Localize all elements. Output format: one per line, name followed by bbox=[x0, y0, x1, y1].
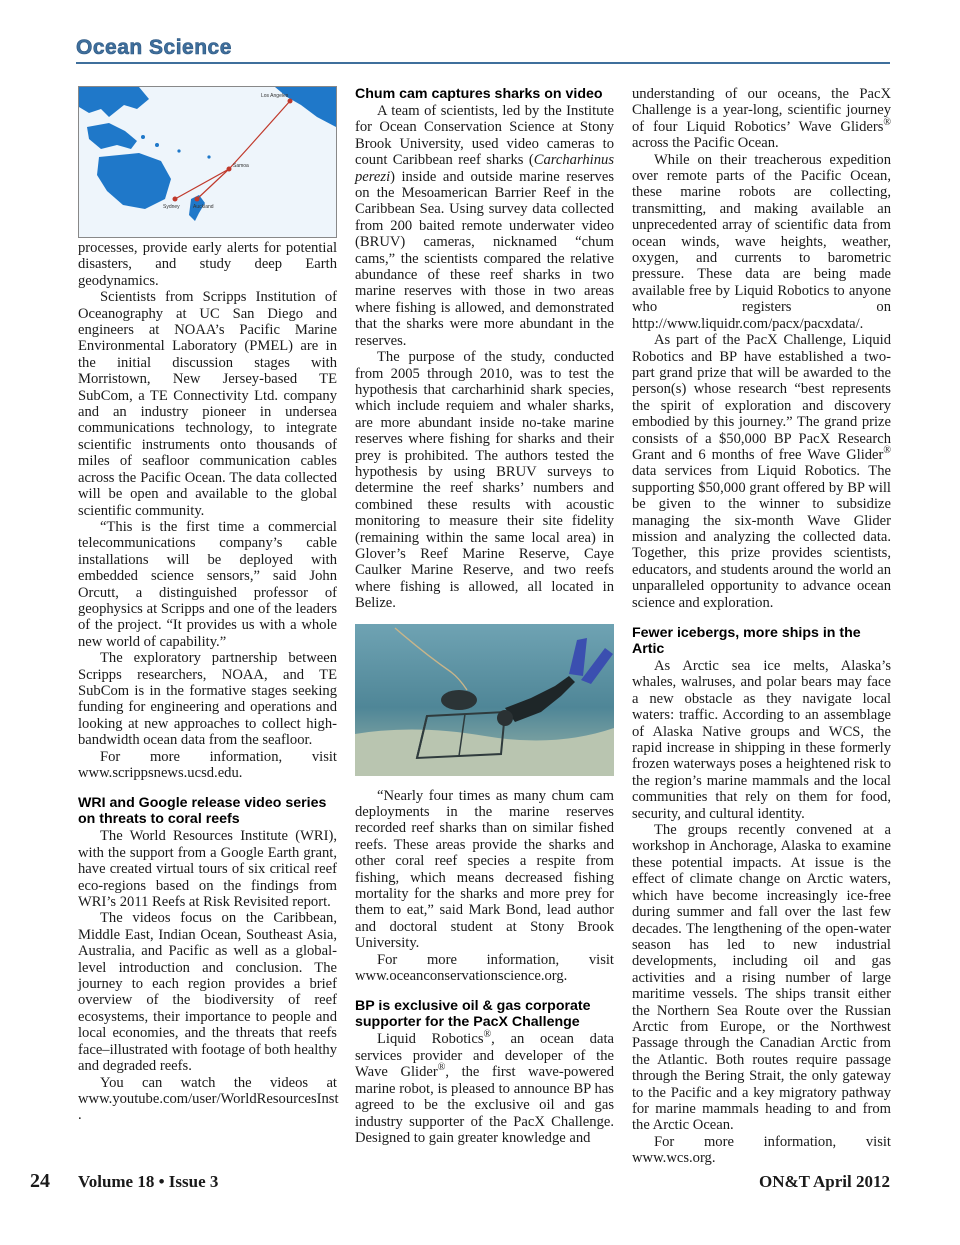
body-paragraph: The groups recently convened at a workshop in Anchorage, Alaska to examine these potential impacts. At issue is the effect of climate change on Arctic waters, which have become increasingly ice-free during summer and fall over the last few decades. The lengthening of the open-water season has led to new industrial developments, including oil and gas activities and a rising number of large maritime vessels. The ships transit either the Northern Sea Route over the Russian Arctic from Europe, or the Northwest Passage through the Canadian Arctic from the Atlantic. Both routes require passage through the Bering Strait, the only gateway to the Pacific and a key migratory pathway for marine mammals heading to and from the Arctic Ocean. bbox=[632, 822, 891, 1134]
quote-paragraph: “Nearly four times as many chum cam deployments in the marine reserves recorded reef sharks than on similar fished reefs. These areas provide the sharks and other coral reef species a respite from fishing, which means decreased fishing mortality for the sharks and more prey for them to eat,” said Mark Bond, lead author and doctoral student at Stony Brook University. bbox=[355, 787, 614, 952]
map-graphic bbox=[79, 87, 336, 237]
body-paragraph: Scientists from Scripps Institution of Oceanography at UC San Diego and engineers at NOAA’s Pacific Marine Environmental Laboratory (PMEL) are in the initial discussion stages with Morristown, New Jersey-based TE SubCom, a TE Connectivity Ltd. company and an industry pioneer in undersea communications technology, to integrate scientific instruments onto thousands of miles of seafloor communication cables across the Pacific Ocean. The data collected will be open and available to the global scientific community. bbox=[78, 289, 337, 519]
publication-date: ON&T April 2012 bbox=[759, 1172, 890, 1191]
body-paragraph: The videos focus on the Caribbean, Middle East, Indian Ocean, Southeast Asia, Australia, and Pacific as well as a global-level introduction and conclusion. The journey to each region provides a brief overview of the biodiversity of reef ecosystems, their importance to people and local economies, and the threats that reefs face–illustrated with footage of both healthy and degraded reefs. bbox=[78, 910, 337, 1075]
sydney-marker bbox=[173, 197, 178, 202]
more-info-paragraph: For more information, visit www.scrippsnews.ucsd.edu. bbox=[78, 748, 337, 781]
label-samoa: Samoa bbox=[233, 163, 249, 169]
label-sydney: Sydney bbox=[163, 204, 180, 210]
diver-head bbox=[497, 710, 513, 726]
body-paragraph: A team of scientists, led by the Institute for Ocean Conservation Science at Stony Brook University, used video cameras to count Caribbean reef sharks (Carcharhinus perezi) inside and outside marine reserves on the Mesoamerican Barrier Reef in the Caribbean Sea. Using survey data collected from 200 baited remote underwater video (BRUV) cameras, nicknamed “chum cams,” the scientists compared the relative abundance of these reef sharks in two marine reserves with those in two areas where fishing is allowed, and demonstrated that the sharks were more abundant in the reserves. bbox=[355, 103, 614, 349]
pacific-cable-map bbox=[78, 86, 337, 238]
island-dot bbox=[141, 135, 145, 139]
issue-label: Volume 18 • Issue 3 bbox=[78, 1172, 219, 1191]
column-1 bbox=[78, 86, 337, 1124]
species-name: Carcharhinus perezi bbox=[355, 152, 614, 185]
more-info-paragraph: For more information, visit www.oceanconservationscience.org. bbox=[355, 951, 614, 985]
column-3 bbox=[632, 86, 891, 1167]
label-auckland: Auckland bbox=[193, 204, 214, 210]
body-paragraph: While on their treacherous expedition over remote parts of the Pacific Ocean, these marine robots are collecting, transmitting, and making available an unprecedented array of scientific data from ocean winds, wave heights, weather, oxygen, and currents to barometric pressure. These data are being made available free by Liquid Robotics to anyone who registers on http://www.liquidr.com/pacx/pacxdata/. bbox=[632, 151, 891, 332]
article-headline-arctic: Fewer icebergs, more ships in the Artic bbox=[632, 625, 861, 657]
section-title: Ocean Science bbox=[76, 36, 232, 59]
body-paragraph: As Arctic sea ice melts, Alaska’s whales, walruses, and polar bears may face a new obstacle as they navigate local waters: traffic. According to an assemblage of Alaska Native groups and WCS, the rapid increase in shipping in these formerly frozen waterways poses a heightened risk to the region’s marine mammals and the local communities that rely on them for food, security, and cultural identity. bbox=[632, 658, 891, 822]
more-info-paragraph: You can watch the videos at www.youtube.com/user/WorldResourcesInst . bbox=[78, 1074, 339, 1124]
body-paragraph: The exploratory partnership between Scripps researchers, NOAA, and TE SubCom is in the formative stages seeking funding for engineering and operations and looking at new approaches to collect high-bandwidth ocean data from the seafloor. bbox=[78, 650, 337, 749]
more-info-paragraph: For more information, visit www.wcs.org. bbox=[632, 1133, 891, 1167]
column-2 bbox=[355, 86, 614, 1146]
island-dot bbox=[177, 149, 180, 152]
diver-photo-graphic bbox=[355, 624, 614, 776]
page-footer bbox=[30, 1170, 890, 1192]
article-headline-wri: WRI and Google release video series on threats to coral reefs bbox=[78, 795, 327, 828]
article-headline-bp: BP is exclusive oil & gas corporate supporter for the PacX Challenge bbox=[355, 998, 591, 1031]
body-paragraph: The purpose of the study, conducted from 2005 through 2010, was to test the hypothesis that carcharhinid shark species, which include requiem and whaler sharks, are more abundant inside no-take marine reserves where fishing for sharks and their prey is prohibited. The authors tested the hypothesis by using BRUV surveys to determine the reef sharks’ numbers and combined these results with acoustic monitoring to measure their site fidelity (remaining within the same local area) in Glover’s Reef Marine Reserve, Caye Caulker Marine Reserve, and two reefs where fishing is allowed, all located in Belize. bbox=[355, 349, 614, 612]
samoa-marker bbox=[227, 167, 232, 172]
camera-housing bbox=[441, 690, 477, 710]
diver-photo bbox=[355, 624, 614, 776]
body-paragraph: processes, provide early alerts for potential disasters, and study deep Earth geodynamics. bbox=[78, 240, 337, 289]
page-number: 24 bbox=[30, 1170, 50, 1192]
los-angeles-marker bbox=[288, 99, 293, 104]
header-rule bbox=[76, 62, 890, 64]
auckland-marker bbox=[195, 197, 200, 202]
island-dot bbox=[207, 155, 210, 158]
body-paragraph: “This is the first time a commercial telecommunications company’s cable installations will be deployed with embedded science sensors,” said John Orcutt, a distinguished professor of geophysics at Scripps and one of the leaders of the project. “It provides us with a whole new world of capability.” bbox=[78, 518, 337, 650]
body-paragraph: understanding of our oceans, the PacX Challenge is a year-long, scientific journey of four Liquid Robotics’ Wave Gliders® across the Pacific Ocean. bbox=[632, 86, 891, 152]
island-dot bbox=[155, 143, 159, 147]
body-paragraph: Liquid Robotics®, an ocean data services provider and developer of the Wave Glider®, the first wave-powered marine robot, is pleased to announce BP has agreed to be the exclusive oil and gas industry supporter of the PacX Challenge. Designed to gain greater knowledge and bbox=[355, 1029, 614, 1146]
body-paragraph: As part of the PacX Challenge, Liquid Robotics and BP have established a two-part grand prize that will be awarded to the person(s) whose research “best represents the spirit of exploration and discovery embodied by this journey.” The grand prize consists of a $50,000 BP PacX Research Grant and 6 months of free Wave Glider® data services from Liquid Robotics. The supporting $50,000 grant offered by BP will be given to the winner to subsidize managing the six-month Wave Glider mission and analyzing the collected data. Together, this prize provides scientists, educators, and students around the world an unparalleled opportunity to advance ocean science and exploration. bbox=[632, 332, 891, 611]
body-paragraph: The World Resources Institute (WRI), with the support from a Google Earth grant, have created virtual tours of six critical reef eco-regions based on the findings from WRI’s 2011 Reefs at Risk Revisited report. bbox=[78, 828, 337, 911]
label-los-angeles: Los Angeles bbox=[261, 93, 289, 99]
article-headline-chum-cam: Chum cam captures sharks on video bbox=[355, 86, 603, 102]
